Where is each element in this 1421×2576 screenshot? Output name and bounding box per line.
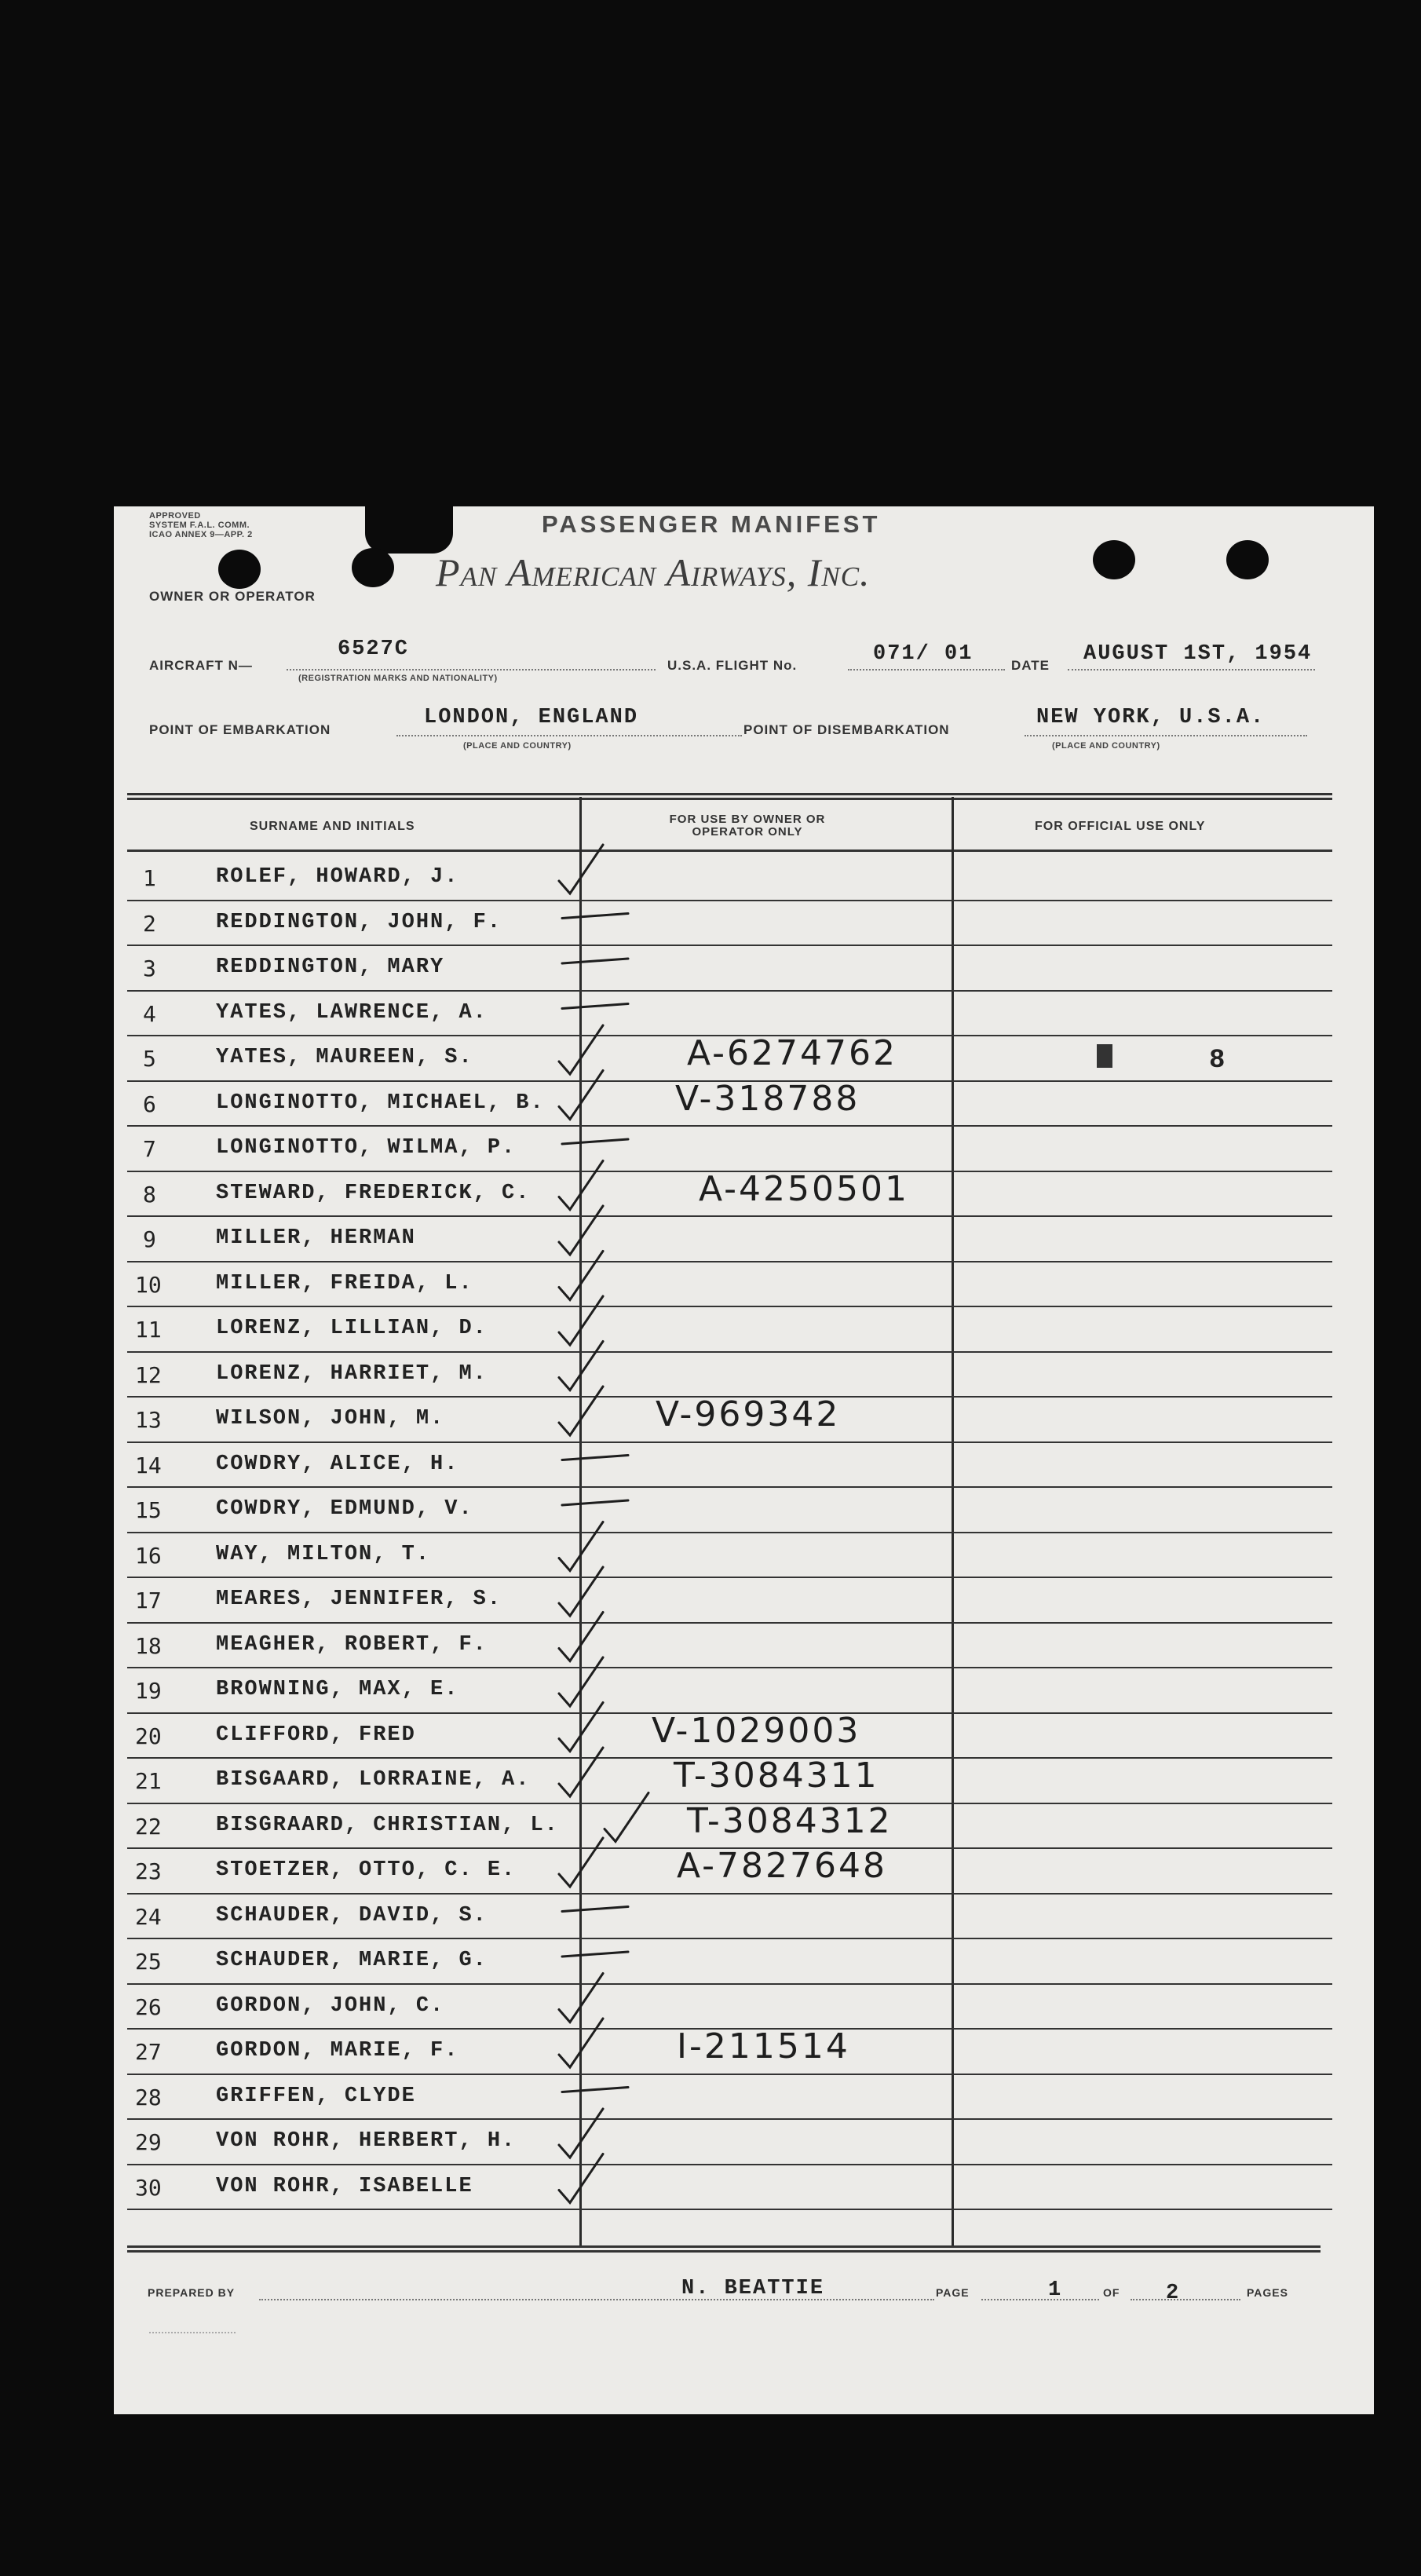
official-use-mark: 8 xyxy=(1209,1046,1227,1076)
operator-document-number: T-3084311 xyxy=(674,1756,879,1796)
passenger-name: REDDINGTON, JOHN, F. xyxy=(216,910,502,934)
row-number: 13 xyxy=(135,1407,162,1433)
passenger-name: YATES, LAWRENCE, A. xyxy=(216,1000,488,1025)
row-number: 18 xyxy=(135,1632,162,1659)
row-number: 7 xyxy=(143,1136,156,1162)
row-number: 29 xyxy=(135,2129,162,2155)
passenger-name: SCHAUDER, DAVID, S. xyxy=(216,1903,488,1927)
dash-mark xyxy=(562,1500,628,1505)
dash-mark xyxy=(562,1139,628,1144)
check-mark xyxy=(559,845,603,893)
header-operator: FOR USE BY OWNER OR OPERATOR ONLY xyxy=(669,813,826,839)
check-mark xyxy=(605,1793,648,1842)
date-label: DATE xyxy=(1011,658,1050,673)
passenger-name: MEARES, JENNIFER, S. xyxy=(216,1588,502,1611)
row-number: 3 xyxy=(143,955,156,981)
passenger-name: BROWNING, MAX, E. xyxy=(216,1678,459,1701)
row-number: 26 xyxy=(135,1993,162,2020)
check-mark xyxy=(559,2019,603,2067)
passenger-name: STEWARD, FREDERICK, C. xyxy=(216,1181,531,1205)
check-mark xyxy=(559,1251,603,1300)
passenger-name: VON ROHR, HERBERT, H. xyxy=(216,2129,517,2153)
passenger-name: WAY, MILTON, T. xyxy=(216,1542,431,1566)
passenger-name: LORENZ, LILLIAN, D. xyxy=(216,1317,488,1340)
row-number: 20 xyxy=(135,1723,162,1749)
check-mark xyxy=(559,1838,603,1887)
row-number: 1 xyxy=(143,865,156,891)
row-number: 25 xyxy=(135,1949,162,1975)
dash-mark xyxy=(562,1952,628,1957)
row-number: 10 xyxy=(135,1271,162,1298)
row-number: 4 xyxy=(143,1000,156,1027)
passenger-name: COWDRY, EDMUND, V. xyxy=(216,1497,473,1521)
row-number: 6 xyxy=(143,1091,156,1117)
passenger-name: WILSON, JOHN, M. xyxy=(216,1407,445,1431)
row-number: 27 xyxy=(135,2039,162,2065)
flight-label: U.S.A. FLIGHT No. xyxy=(667,658,798,673)
of-label: OF xyxy=(1103,2286,1120,2299)
passenger-name: GORDON, MARIE, F. xyxy=(216,2039,459,2063)
passenger-name: ROLEF, HOWARD, J. xyxy=(216,865,459,889)
passenger-name: GRIFFEN, CLYDE xyxy=(216,2084,416,2108)
check-mark xyxy=(559,1974,603,2022)
passenger-name: COWDRY, ALICE, H. xyxy=(216,1452,459,1476)
check-mark xyxy=(559,2154,603,2203)
operator-document-number: A-6274762 xyxy=(687,1033,897,1073)
row-number: 14 xyxy=(135,1452,162,1478)
operator-document-number: V-1029003 xyxy=(652,1710,861,1751)
approval-note: APPROVED SYSTEM F.A.L. COMM. ICAO ANNEX 9—APP. 2 xyxy=(149,511,253,539)
stamp-mark xyxy=(1097,1044,1112,1068)
disembarkation-value: NEW YORK, U.S.A. xyxy=(1036,706,1266,729)
row-number: 28 xyxy=(135,2084,162,2110)
row-number: 16 xyxy=(135,1542,162,1569)
passenger-name: CLIFFORD, FRED xyxy=(216,1723,416,1747)
airline-name: Pan American Airways, Inc. xyxy=(436,550,871,594)
operator-document-number: A-4250501 xyxy=(699,1168,909,1209)
dash-mark xyxy=(562,2088,628,2092)
passenger-name: LONGINOTTO, WILMA, P. xyxy=(216,1136,517,1160)
flight-value: 071/ 01 xyxy=(873,642,974,666)
operator-document-number: V-318788 xyxy=(675,1078,860,1119)
row-number: 23 xyxy=(135,1858,162,1884)
embarkation-caption: (PLACE AND COUNTRY) xyxy=(463,741,572,751)
check-mark xyxy=(559,1522,603,1571)
header-official: FOR OFFICIAL USE ONLY xyxy=(1035,820,1206,833)
header-surname: SURNAME AND INITIALS xyxy=(250,820,415,833)
check-mark xyxy=(559,1748,603,1796)
dash-mark xyxy=(562,1004,628,1009)
row-number: 15 xyxy=(135,1497,162,1523)
dash-mark xyxy=(562,1907,628,1912)
dash-mark xyxy=(562,914,628,919)
aircraft-value: 6527C xyxy=(338,638,410,661)
owner-label: OWNER OR OPERATOR xyxy=(149,589,316,604)
passenger-name: YATES, MAUREEN, S. xyxy=(216,1046,473,1069)
check-mark xyxy=(559,1161,603,1210)
form-title: PASSENGER MANIFEST xyxy=(542,510,881,538)
check-mark xyxy=(559,1387,603,1435)
aircraft-label: AIRCRAFT N— xyxy=(149,658,253,673)
prepared-by-value: N. BEATTIE xyxy=(681,2277,825,2300)
of-value: 2 xyxy=(1166,2282,1181,2305)
passenger-name: REDDINGTON, MARY xyxy=(216,955,445,979)
check-mark xyxy=(559,1296,603,1345)
row-number: 19 xyxy=(135,1678,162,1704)
dash-mark xyxy=(562,959,628,963)
check-mark xyxy=(559,1613,603,1661)
prepared-by-label: PREPARED BY xyxy=(148,2286,236,2299)
passenger-name: GORDON, JOHN, C. xyxy=(216,1993,445,2018)
check-mark xyxy=(559,1025,603,1074)
passenger-name: LONGINOTTO, MICHAEL, B. xyxy=(216,1091,545,1115)
passenger-name: MILLER, FREIDA, L. xyxy=(216,1271,473,1295)
check-mark xyxy=(559,1342,603,1390)
check-mark xyxy=(559,1703,603,1752)
check-mark xyxy=(559,2109,603,2158)
check-mark xyxy=(559,1567,603,1616)
row-number: 8 xyxy=(143,1181,156,1208)
dash-mark xyxy=(562,1456,628,1460)
embarkation-value: LONDON, ENGLAND xyxy=(424,706,639,729)
operator-document-number: T-3084312 xyxy=(687,1800,893,1841)
date-value: AUGUST 1ST, 1954 xyxy=(1083,642,1313,666)
operator-document-number: V-969342 xyxy=(656,1394,841,1434)
check-mark xyxy=(559,1206,603,1255)
page-label: PAGE xyxy=(936,2286,970,2299)
operator-document-number: I-211514 xyxy=(677,2026,850,2066)
disembarkation-label: POINT OF DISEMBARKATION xyxy=(743,722,950,737)
passenger-name: STOETZER, OTTO, C. E. xyxy=(216,1858,517,1882)
page-value: 1 xyxy=(1048,2278,1063,2302)
embarkation-label: POINT OF EMBARKATION xyxy=(149,722,331,737)
row-number: 24 xyxy=(135,1903,162,1930)
pages-label: PAGES xyxy=(1247,2286,1288,2299)
row-number: 9 xyxy=(143,1226,156,1252)
row-number: 30 xyxy=(135,2174,162,2201)
passenger-name: VON ROHR, ISABELLE xyxy=(216,2174,473,2198)
passenger-name: LORENZ, HARRIET, M. xyxy=(216,1361,488,1386)
row-number: 2 xyxy=(143,910,156,937)
passenger-name: MEAGHER, ROBERT, F. xyxy=(216,1632,488,1657)
passenger-name: MILLER, HERMAN xyxy=(216,1226,416,1250)
registration-caption: (REGISTRATION MARKS AND NATIONALITY) xyxy=(298,674,498,683)
passenger-name: SCHAUDER, MARIE, G. xyxy=(216,1949,488,1972)
operator-document-number: A-7827648 xyxy=(677,1846,887,1886)
check-mark xyxy=(559,1071,603,1120)
row-number: 5 xyxy=(143,1046,156,1072)
check-mark xyxy=(559,1657,603,1706)
passenger-name: BISGAARD, LORRAINE, A. xyxy=(216,1768,531,1792)
row-number: 22 xyxy=(135,1813,162,1840)
passenger-name: BISGRAARD, CHRISTIAN, L. xyxy=(216,1813,559,1837)
row-number: 17 xyxy=(135,1588,162,1613)
row-number: 21 xyxy=(135,1768,162,1794)
row-number: 12 xyxy=(135,1361,162,1388)
disembarkation-caption: (PLACE AND COUNTRY) xyxy=(1052,741,1160,751)
row-number: 11 xyxy=(135,1317,162,1343)
